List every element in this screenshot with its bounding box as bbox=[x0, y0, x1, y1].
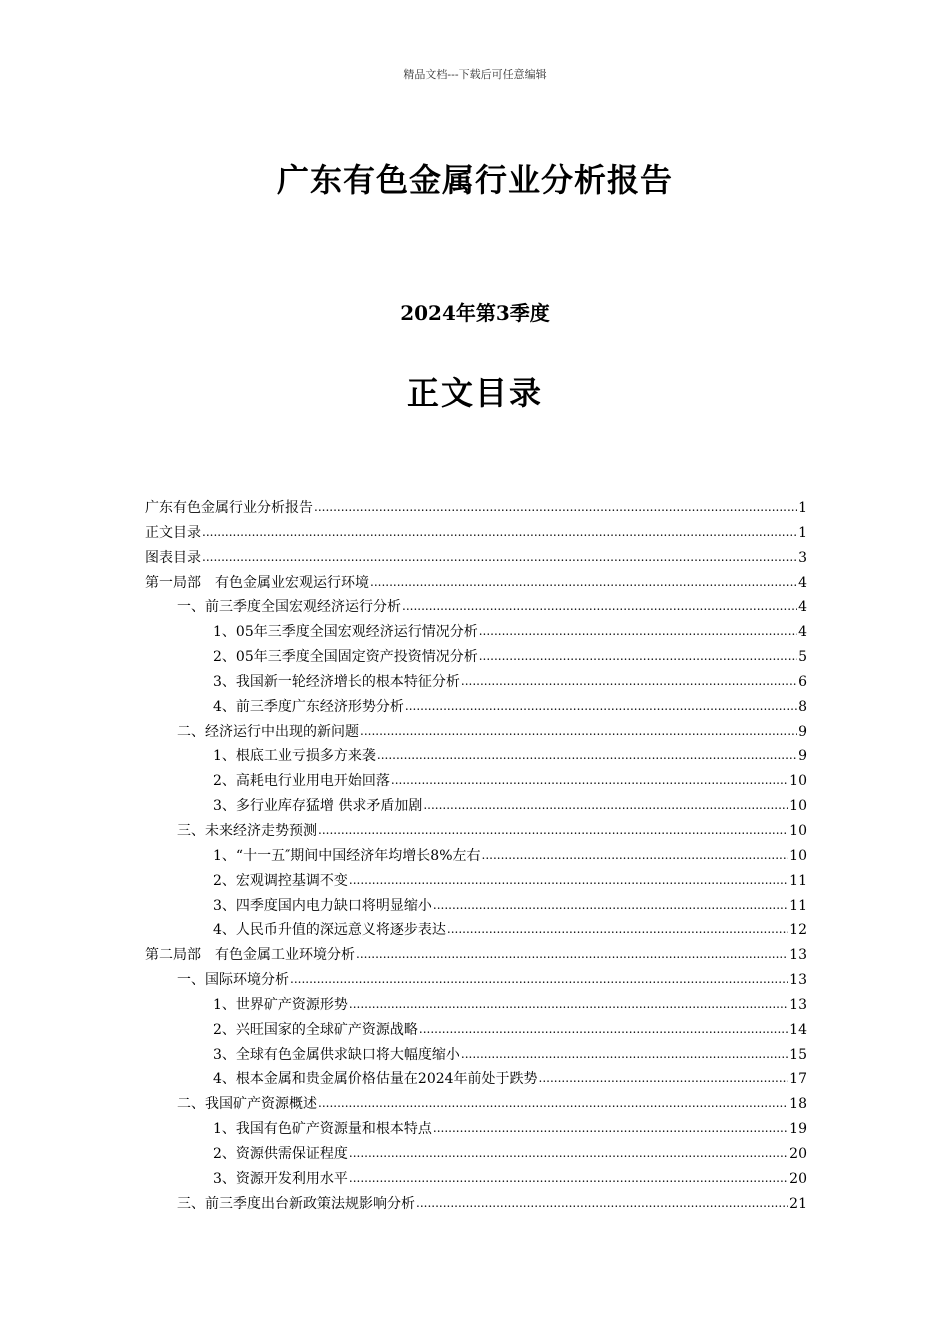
toc-entry-label: 1、我国有色矿产资源量和根本特点 bbox=[213, 1121, 432, 1138]
toc-dot-leader bbox=[405, 694, 797, 719]
toc-dot-leader bbox=[377, 743, 797, 768]
toc-entry[interactable] bbox=[145, 1043, 807, 1068]
toc-entry-label: 一、前三季度全国宏观经济运行分析 bbox=[177, 599, 401, 616]
toc-entry-page: 21 bbox=[789, 1195, 807, 1212]
toc-dot-leader bbox=[539, 1066, 789, 1091]
toc-dot-leader bbox=[318, 1091, 788, 1116]
toc-entry[interactable] bbox=[145, 496, 807, 521]
toc-entry-page: 5 bbox=[798, 649, 807, 666]
toc-entry[interactable] bbox=[145, 1167, 807, 1192]
toc-entry-page: 13 bbox=[789, 947, 807, 964]
toc-entry-page: 11 bbox=[789, 872, 807, 889]
toc-entry-label: 1、05年三季度全国宏观经济运行情况分析 bbox=[213, 624, 478, 641]
toc-entry-label: 3、全球有色金属供求缺口将大幅度缩小 bbox=[213, 1046, 460, 1063]
toc-entry[interactable] bbox=[145, 546, 807, 571]
toc-entry-page: 10 bbox=[789, 798, 807, 815]
toc-entry[interactable] bbox=[145, 744, 807, 769]
toc-dot-leader bbox=[423, 793, 788, 818]
toc-dot-leader bbox=[290, 967, 788, 992]
toc-dot-leader bbox=[461, 669, 797, 694]
toc-entry-label: 3、四季度国内电力缺口将明显缩小 bbox=[213, 897, 432, 914]
toc-dot-leader bbox=[479, 644, 797, 669]
toc-entry[interactable] bbox=[145, 595, 807, 620]
document-title: 广东有色金属行业分析报告 bbox=[276, 161, 673, 199]
toc-dot-leader bbox=[461, 1042, 788, 1067]
toc-entry-page: 1 bbox=[798, 500, 807, 516]
toc-entry-page: 20 bbox=[789, 1170, 807, 1187]
toc-entry[interactable] bbox=[145, 695, 807, 720]
toc-entry-label: 2、宏观调控基调不变 bbox=[213, 872, 348, 889]
toc-entry-page: 17 bbox=[789, 1071, 807, 1088]
toc-entry[interactable] bbox=[145, 521, 807, 546]
toc-entry[interactable] bbox=[145, 620, 807, 645]
toc-entry-label: 4、人民币升值的深远意义将逐步表达 bbox=[213, 922, 446, 939]
toc-dot-leader bbox=[433, 1116, 788, 1141]
toc-dot-leader bbox=[356, 942, 788, 967]
toc-entry-label: 2、兴旺国家的全球矿产资源战略 bbox=[213, 1021, 418, 1038]
toc-entry-label: 二、经济运行中出现的新问题 bbox=[177, 723, 359, 740]
toc-dot-leader bbox=[391, 768, 788, 793]
toc-entry[interactable] bbox=[145, 794, 807, 819]
toc-dot-leader bbox=[447, 917, 788, 942]
header-note: 精品文档---下载后可任意编辑 bbox=[403, 68, 547, 81]
toc-dot-leader bbox=[370, 570, 797, 595]
toc-entry-label: 2、资源供需保证程度 bbox=[213, 1145, 348, 1162]
toc-dot-leader bbox=[349, 1166, 788, 1191]
toc-dot-leader bbox=[419, 1017, 788, 1042]
toc-dot-leader bbox=[202, 545, 797, 570]
toc-dot-leader bbox=[479, 619, 797, 644]
toc-entry-page: 10 bbox=[789, 822, 807, 839]
toc-entry[interactable] bbox=[145, 1067, 807, 1092]
toc-entry[interactable] bbox=[145, 1117, 807, 1142]
toc-entry-label: 1、世界矿产资源形势 bbox=[213, 996, 348, 1013]
toc-entry-label: 三、未来经济走势预测 bbox=[177, 822, 317, 839]
toc-dot-leader bbox=[482, 843, 789, 868]
toc-entry[interactable] bbox=[145, 571, 807, 596]
toc-entry-page: 3 bbox=[798, 549, 807, 566]
toc-entry-label: 1、根底工业亏损多方来袭 bbox=[213, 748, 376, 765]
toc-entry-label: 二、我国矿产资源概述 bbox=[177, 1096, 317, 1113]
toc-entry[interactable] bbox=[145, 1092, 807, 1117]
toc-entry[interactable] bbox=[145, 894, 807, 919]
toc-entry[interactable] bbox=[145, 968, 807, 993]
toc-entry-label: 第一局部 有色金属业宏观运行环境 bbox=[145, 574, 369, 591]
toc-entry-label: 2、高耗电行业用电开始回落 bbox=[213, 773, 390, 790]
toc-entry-page: 9 bbox=[798, 723, 807, 740]
toc-entry-page: 12 bbox=[789, 922, 807, 939]
toc-entry[interactable] bbox=[145, 869, 807, 894]
toc-entry[interactable] bbox=[145, 918, 807, 943]
toc-dot-leader bbox=[402, 594, 797, 619]
toc-entry-page: 13 bbox=[789, 972, 807, 989]
toc-dot-leader bbox=[314, 495, 797, 520]
toc-entry[interactable] bbox=[145, 943, 807, 968]
toc-entry[interactable] bbox=[145, 670, 807, 695]
toc-entry-page: 19 bbox=[789, 1121, 807, 1138]
toc-entry-page: 20 bbox=[789, 1145, 807, 1162]
toc-entry[interactable] bbox=[145, 720, 807, 745]
toc-entry-page: 4 bbox=[798, 599, 807, 616]
toc-entry[interactable] bbox=[145, 993, 807, 1018]
toc-entry[interactable] bbox=[145, 1142, 807, 1167]
toc-dot-leader bbox=[349, 868, 788, 893]
toc-entry-label: 三、前三季度出台新政策法规影响分析 bbox=[177, 1195, 415, 1212]
toc-entry-label: 一、国际环境分析 bbox=[177, 972, 289, 989]
toc-heading: 正文目录 bbox=[406, 374, 543, 412]
toc-entry-page: 4 bbox=[798, 574, 807, 591]
toc-entry[interactable] bbox=[145, 1018, 807, 1043]
toc-entry-label: 3、多行业库存猛增 供求矛盾加剧 bbox=[213, 798, 423, 815]
toc-entry-label: 正文目录 bbox=[145, 524, 201, 541]
toc-entry-label: 3、资源开发利用水平 bbox=[213, 1170, 348, 1187]
toc-entry-label: 第二局部 有色金属工业环境分析 bbox=[145, 947, 355, 964]
toc-entry[interactable] bbox=[145, 645, 807, 670]
toc-entry-label: 2、05年三季度全国固定资产投资情况分析 bbox=[213, 649, 478, 666]
document-subtitle: 2024年第3季度 bbox=[400, 301, 550, 325]
toc-entry-page: 4 bbox=[798, 624, 807, 641]
toc-dot-leader bbox=[318, 818, 788, 843]
toc-dot-leader bbox=[360, 719, 797, 744]
table-of-contents bbox=[145, 496, 807, 1216]
toc-dot-leader bbox=[349, 992, 788, 1017]
toc-entry[interactable] bbox=[145, 819, 807, 844]
toc-dot-leader bbox=[433, 893, 788, 918]
toc-entry-page: 10 bbox=[789, 773, 807, 790]
toc-entry-label: 4、前三季度广东经济形势分析 bbox=[213, 698, 404, 715]
toc-entry-label: 广东有色金属行业分析报告 bbox=[145, 500, 313, 516]
toc-entry-page: 11 bbox=[789, 897, 807, 914]
toc-entry[interactable] bbox=[145, 844, 807, 869]
toc-entry-page: 8 bbox=[798, 698, 807, 715]
toc-entry-label: 4、根本金属和贵金属价格估量在2024年前处于跌势 bbox=[213, 1071, 538, 1088]
toc-entry[interactable] bbox=[145, 769, 807, 794]
toc-entry-label: 3、我国新一轮经济增长的根本特征分析 bbox=[213, 673, 460, 690]
toc-entry-page: 15 bbox=[789, 1046, 807, 1063]
toc-entry-page: 1 bbox=[798, 524, 807, 541]
toc-dot-leader bbox=[416, 1191, 788, 1216]
toc-dot-leader bbox=[349, 1141, 788, 1166]
toc-entry-page: 14 bbox=[789, 1021, 807, 1038]
toc-entry-page: 18 bbox=[789, 1096, 807, 1113]
toc-entry-label: 1、“十一五″期间中国经济年均增长8%左右 bbox=[213, 847, 481, 864]
toc-entry-page: 6 bbox=[798, 673, 807, 690]
toc-entry-page: 10 bbox=[789, 847, 807, 864]
toc-entry-label: 图表目录 bbox=[145, 549, 201, 566]
toc-entry-page: 13 bbox=[789, 996, 807, 1013]
toc-entry[interactable] bbox=[145, 1192, 807, 1217]
toc-entry-page: 9 bbox=[798, 748, 807, 765]
toc-dot-leader bbox=[202, 520, 797, 545]
